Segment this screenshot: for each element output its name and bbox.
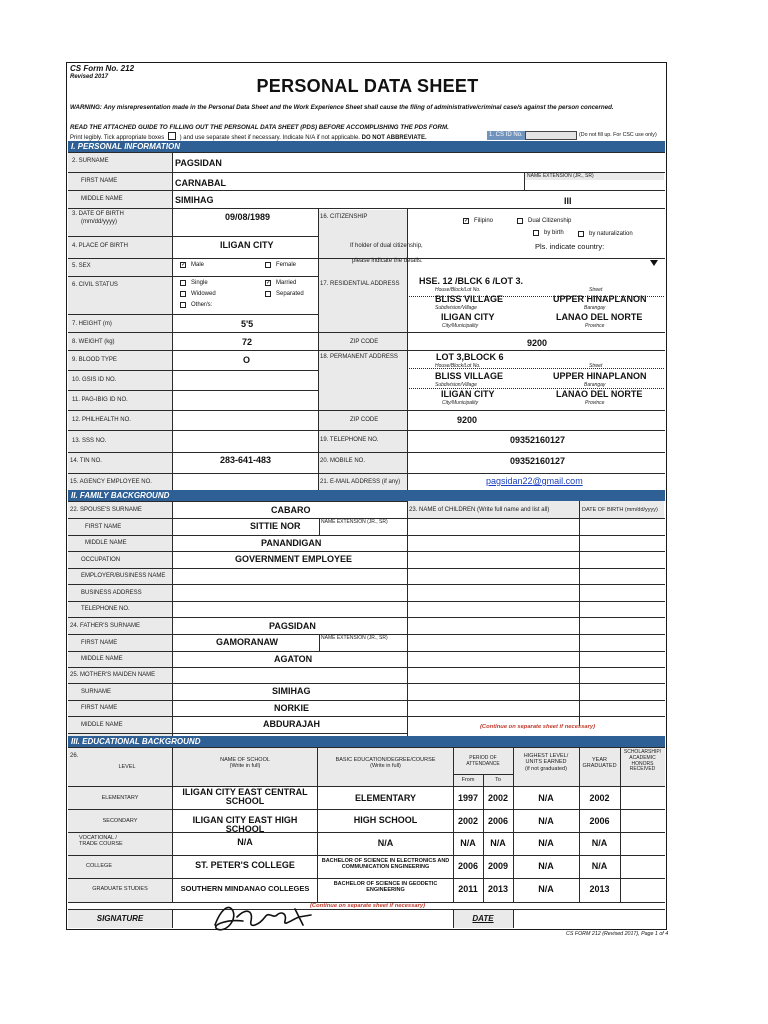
- perm-zip-value: 9200: [457, 415, 478, 425]
- children-label: 23. NAME of CHILDREN (Write full name and list all): [409, 507, 550, 513]
- height-label: 7. HEIGHT (m): [72, 321, 112, 327]
- res-zip-value: 9200: [527, 338, 548, 348]
- business-address-label: BUSINESS ADDRESS: [81, 590, 142, 596]
- dual-label: Dual Citizenship: [528, 218, 572, 224]
- by-birth-checkbox[interactable]: [533, 230, 539, 236]
- perm-barangay-value: UPPER HINAPLANON: [553, 371, 647, 381]
- mother-middle-label: MIDDLE NAME: [81, 722, 123, 728]
- edu-continue-note: (Continue on separate sheet if necessary): [310, 903, 426, 909]
- spouse-middle-label: MIDDLE NAME: [85, 540, 127, 546]
- weight-label: 8. WEIGHT (kg): [72, 339, 115, 345]
- dual-note-1: If holder of dual citizenship,: [350, 243, 423, 249]
- res-province-value: LANAO DEL NORTE: [556, 312, 643, 322]
- edu-from-header: From: [461, 777, 475, 783]
- spouse-telephone-label: TELEPHONE NO.: [81, 606, 130, 612]
- edu-to: N/A: [490, 838, 506, 848]
- sss-label: 13. SSS NO.: [72, 438, 107, 444]
- personal-data-sheet: [66, 62, 667, 930]
- employer-label: EMPLOYER/BUSINESS NAME: [81, 573, 166, 579]
- edu-to: 2002: [487, 793, 509, 803]
- family-continue-note: (Continue on separate sheet if necessary): [480, 724, 596, 730]
- perm-house-value: LOT 3,BLOCK 6: [436, 352, 504, 362]
- edu-school: ILIGAN CITY EAST CENTRAL SCHOOL: [182, 787, 308, 807]
- email-value[interactable]: pagsidan22@gmail.com: [486, 476, 583, 486]
- separated-checkbox[interactable]: [265, 291, 271, 297]
- perm-province-sub: Province: [585, 400, 605, 406]
- edu-year: 2002: [589, 793, 610, 803]
- widowed-label: Widowed: [191, 291, 216, 297]
- edu-course-header: BASIC EDUCATION/DEGREE/COURSE (Write in full): [335, 757, 436, 770]
- others-checkbox[interactable]: [180, 302, 186, 308]
- telephone-value: 09352160127: [510, 435, 566, 445]
- pob-label: 4. PLACE OF BIRTH: [72, 243, 128, 249]
- citizenship-label: 16. CITIZENSHIP: [320, 214, 368, 220]
- edu-highest: N/A: [538, 793, 554, 803]
- widowed-checkbox[interactable]: [180, 291, 186, 297]
- cs-id-label: 1. CS ID No.: [487, 131, 525, 140]
- country-dropdown[interactable]: [407, 258, 664, 269]
- father-first-label: FIRST NAME: [81, 640, 118, 646]
- middle-name-value: SIMIHAG: [175, 195, 214, 205]
- by-birth-label: by birth: [544, 230, 564, 236]
- edu-highest: N/A: [538, 884, 554, 894]
- signature-label: SIGNATURE: [96, 914, 144, 923]
- father-surname-value: PAGSIDAN: [269, 621, 316, 631]
- edu-to: 2006: [487, 816, 509, 826]
- edu-year: N/A: [591, 838, 608, 848]
- edu-from: 2011: [458, 884, 478, 894]
- father-ext-label: NAME EXTENSION (JR., SR): [321, 635, 388, 641]
- res-subdivision-sub: Subdivision/Village: [435, 305, 477, 311]
- res-barangay-value: UPPER HINAPLANON: [553, 294, 647, 304]
- perm-house-sub: House/Block/Lot No.: [435, 363, 481, 369]
- check-icon: ✓: [181, 262, 187, 268]
- section-personal-information: I. PERSONAL INFORMATION: [68, 141, 665, 152]
- edu-num-label: 26.: [70, 753, 79, 759]
- agency-label: 15. AGENCY EMPLOYEE NO.: [70, 479, 152, 485]
- warning-text: WARNING: Any misrepresentation made in the Personal Data Sheet and the Work Experience Sheet shall cause the filing of administrative/criminal case/s against the person concerned.: [70, 104, 614, 111]
- edu-highest-header: HIGHEST LEVEL/ UNITS EARNED (if not graduated): [523, 753, 569, 772]
- edu-highest: N/A: [538, 816, 554, 826]
- form-page-footer: CS FORM 212 (Revised 2017), Page 1 of 4: [566, 931, 669, 937]
- edu-course: N/A: [377, 838, 394, 848]
- dob-label: 3. DATE OF BIRTH: [72, 211, 124, 217]
- dual-checkbox[interactable]: [517, 218, 523, 224]
- height-value: 5'5: [241, 319, 254, 329]
- perm-subdivision-sub: Subdivision/Village: [435, 382, 477, 388]
- others-label: Other/s:: [191, 302, 213, 308]
- edu-to-header: To: [495, 777, 501, 783]
- female-checkbox[interactable]: [265, 262, 271, 268]
- spouse-surname-label: 22. SPOUSE'S SURNAME: [70, 507, 142, 513]
- read-guide-text: READ THE ATTACHED GUIDE TO FILLING OUT THE PERSONAL DATA SHEET (PDS) BEFORE ACCOMPLISHING THE PDS FORM.: [70, 124, 449, 131]
- mother-surname-label: SURNAME: [81, 689, 112, 695]
- res-house-value: HSE. 12 /BLCK 6 /LOT 3.: [419, 276, 524, 286]
- name-ext-value: III: [564, 196, 572, 206]
- married-label: Married: [276, 280, 297, 286]
- perm-zip-label: ZIP CODE: [350, 417, 379, 423]
- spouse-ext-label: NAME EXTENSION (JR., SR): [321, 519, 388, 525]
- perm-subdivision-value: BLISS VILLAGE: [435, 371, 504, 381]
- telephone-label: 19. TELEPHONE NO.: [320, 437, 379, 443]
- edu-school: ST. PETER'S COLLEGE: [195, 860, 295, 870]
- edu-from: 2006: [457, 861, 479, 871]
- children-dob-label: DATE OF BIRTH (mm/dd/yyyy): [582, 507, 658, 513]
- perm-street-sub: Street: [589, 363, 603, 369]
- name-ext-label: NAME EXTENSION (JR., SR): [527, 173, 594, 179]
- weight-value: 72: [242, 337, 253, 347]
- edu-from: N/A: [460, 838, 476, 848]
- email-label: 21. E-MAIL ADDRESS (if any): [320, 479, 401, 485]
- mother-middle-value: ABDURAJAH: [263, 719, 321, 729]
- edu-school: SOUTHERN MINDANAO COLLEGES: [180, 884, 310, 893]
- spouse-first-label: FIRST NAME: [85, 524, 122, 530]
- res-subdivision-value: BLISS VILLAGE: [435, 294, 504, 304]
- male-checkbox[interactable]: [180, 262, 186, 268]
- mother-first-value: NORKIE: [274, 703, 310, 713]
- father-middle-label: MIDDLE NAME: [81, 656, 123, 662]
- edu-course: BACHELOR OF SCIENCE IN ELECTRONICS AND COMMUNICATION ENGINEERING: [321, 858, 450, 870]
- edu-period-header: PERIOD OF ATTENDANCE: [466, 755, 500, 767]
- res-barangay-sub: Barangay: [584, 305, 606, 311]
- res-zip-label: ZIP CODE: [350, 339, 379, 345]
- res-city-sub: City/Municipality: [442, 323, 479, 329]
- print-legibly-text: [70, 132, 427, 141]
- edu-level: COLLEGE: [86, 863, 112, 869]
- do-not-abbreviate: DO NOT ABBREVIATE.: [361, 135, 427, 141]
- gsis-label: 10. GSIS ID NO.: [72, 377, 117, 383]
- label-column-shade-2: [318, 210, 407, 496]
- sex-label: 5. SEX: [72, 263, 91, 269]
- single-checkbox[interactable]: [180, 280, 186, 286]
- father-first-value: GAMORANAW: [216, 637, 278, 647]
- filipino-label: Filipino: [474, 218, 494, 224]
- tin-value: 283-641-483: [220, 455, 272, 465]
- mobile-value: 09352160127: [510, 456, 566, 466]
- edu-to: 2009: [487, 861, 509, 871]
- residential-address-label: 17. RESIDENTIAL ADDRESS: [320, 281, 400, 287]
- by-naturalization-checkbox[interactable]: [578, 231, 584, 237]
- res-province-sub: Province: [585, 323, 605, 329]
- occupation-label: OCCUPATION: [81, 557, 121, 563]
- section-educational-background: III. EDUCATIONAL BACKGROUND: [68, 736, 665, 747]
- tick-box-icon: [168, 132, 176, 140]
- edu-course: HIGH SCHOOL: [353, 815, 418, 825]
- edu-level-header: LEVEL: [118, 764, 136, 770]
- edu-year: N/A: [591, 861, 608, 871]
- cs-id-field: [525, 131, 577, 140]
- edu-level: SECONDARY: [102, 818, 138, 824]
- spouse-occupation-value: GOVERNMENT EMPLOYEE: [235, 554, 353, 564]
- perm-province-value: LANAO DEL NORTE: [556, 389, 643, 399]
- surname-label: 2. SURNAME: [72, 158, 109, 164]
- dob-value: 09/08/1989: [225, 212, 271, 222]
- father-middle-value: AGATON: [274, 654, 313, 664]
- edu-from: 1997: [457, 793, 479, 803]
- pagibig-label: 11. PAG-IBIG ID NO.: [72, 397, 128, 403]
- tin-label: 14. TIN NO.: [70, 458, 102, 464]
- cs-id-note: (Do not fill up. For CSC use only): [579, 132, 657, 138]
- perm-barangay-sub: Barangay: [584, 382, 606, 388]
- edu-honors-header: SCHOLARSHIP/ ACADEMIC HONORS RECEIVED: [623, 749, 662, 773]
- pls-indicate-country: Pls. indicate country:: [535, 242, 605, 251]
- res-street-sub: Street: [589, 287, 603, 293]
- print-legibly-a: Print legibly. Tick appropriate boxes: [70, 135, 165, 141]
- edu-from: 2002: [457, 816, 479, 826]
- edu-school-header: NAME OF SCHOOL (Write in full): [220, 757, 270, 770]
- spouse-surname-value: CABARO: [271, 505, 311, 515]
- page-title: PERSONAL DATA SHEET: [256, 76, 479, 96]
- edu-year: 2013: [589, 884, 610, 894]
- first-name-label: FIRST NAME: [81, 178, 118, 184]
- middle-name-label: MIDDLE NAME: [81, 196, 123, 202]
- perm-city-value: ILIGAN CITY: [441, 389, 495, 399]
- blood-value: O: [243, 355, 251, 365]
- surname-value: PAGSIDAN: [175, 158, 222, 168]
- check-icon: ✓: [464, 218, 470, 224]
- father-surname-label: 24. FATHER'S SURNAME: [70, 623, 141, 629]
- edu-course: BACHELOR OF SCIENCE IN GEODETIC ENGINEERING: [333, 881, 438, 893]
- filipino-checkbox[interactable]: [463, 218, 469, 224]
- edu-school: ILIGAN CITY EAST HIGH SCHOOL: [192, 815, 298, 835]
- philhealth-label: 12. PHILHEALTH NO.: [72, 417, 131, 423]
- res-house-sub: House/Block/Lot No.: [435, 287, 481, 293]
- check-icon: ✓: [266, 280, 272, 286]
- separated-label: Separated: [276, 291, 304, 297]
- perm-city-sub: City/Municipality: [442, 400, 479, 406]
- married-checkbox[interactable]: [265, 280, 271, 286]
- edu-year: 2006: [589, 816, 610, 826]
- edu-school: N/A: [237, 837, 253, 847]
- civil-status-label: 6. CIVIL STATUS: [72, 282, 118, 288]
- spouse-middle-value: PANANDIGAN: [261, 538, 322, 548]
- triangle-down-icon: [650, 260, 658, 266]
- form-number: CS Form No. 212: [70, 64, 135, 73]
- section-family-background: II. FAMILY BACKGROUND: [68, 490, 665, 501]
- dual-note-2: please indicate the details.: [352, 258, 423, 264]
- mother-surname-value: SIMIHAG: [272, 686, 311, 696]
- single-label: Single: [191, 280, 208, 286]
- female-label: Female: [276, 262, 297, 268]
- first-name-value: CARNABAL: [175, 178, 226, 188]
- edu-year-header: YEAR GRADUATED: [582, 757, 617, 770]
- edu-level: ELEMENTARY: [101, 795, 139, 801]
- edu-highest: N/A: [538, 838, 554, 848]
- edu-to: 2013: [487, 884, 509, 894]
- handwritten-signature: [207, 899, 327, 937]
- by-naturalization-label: by naturalization: [589, 231, 633, 237]
- edu-highest: N/A: [538, 861, 554, 871]
- edu-level: VOCATIONAL / TRADE COURSE: [79, 835, 123, 848]
- spouse-first-value: SITTIE NOR: [250, 521, 301, 531]
- mother-first-label: FIRST NAME: [81, 705, 118, 711]
- dob-format-label: (mm/dd/yyyy): [81, 219, 117, 225]
- pob-value: ILIGAN CITY: [220, 240, 274, 250]
- date-label: DATE: [472, 914, 494, 923]
- res-city-value: ILIGAN CITY: [441, 312, 495, 322]
- mother-maiden-label: 25. MOTHER'S MAIDEN NAME: [70, 672, 156, 678]
- print-legibly-b: ) and use separate sheet if necessary. Indicate N/A if not applicable.: [179, 135, 360, 141]
- edu-level: GRADUATE STUDIES: [92, 886, 148, 892]
- male-label: Male: [191, 262, 205, 268]
- mobile-label: 20. MOBILE NO.: [320, 458, 366, 464]
- permanent-address-label: 18. PERMANENT ADDRESS: [320, 354, 398, 360]
- edu-course: ELEMENTARY: [354, 793, 416, 803]
- blood-type-label: 9. BLOOD TYPE: [72, 357, 117, 363]
- revised-date: Revised 2017: [70, 74, 109, 80]
